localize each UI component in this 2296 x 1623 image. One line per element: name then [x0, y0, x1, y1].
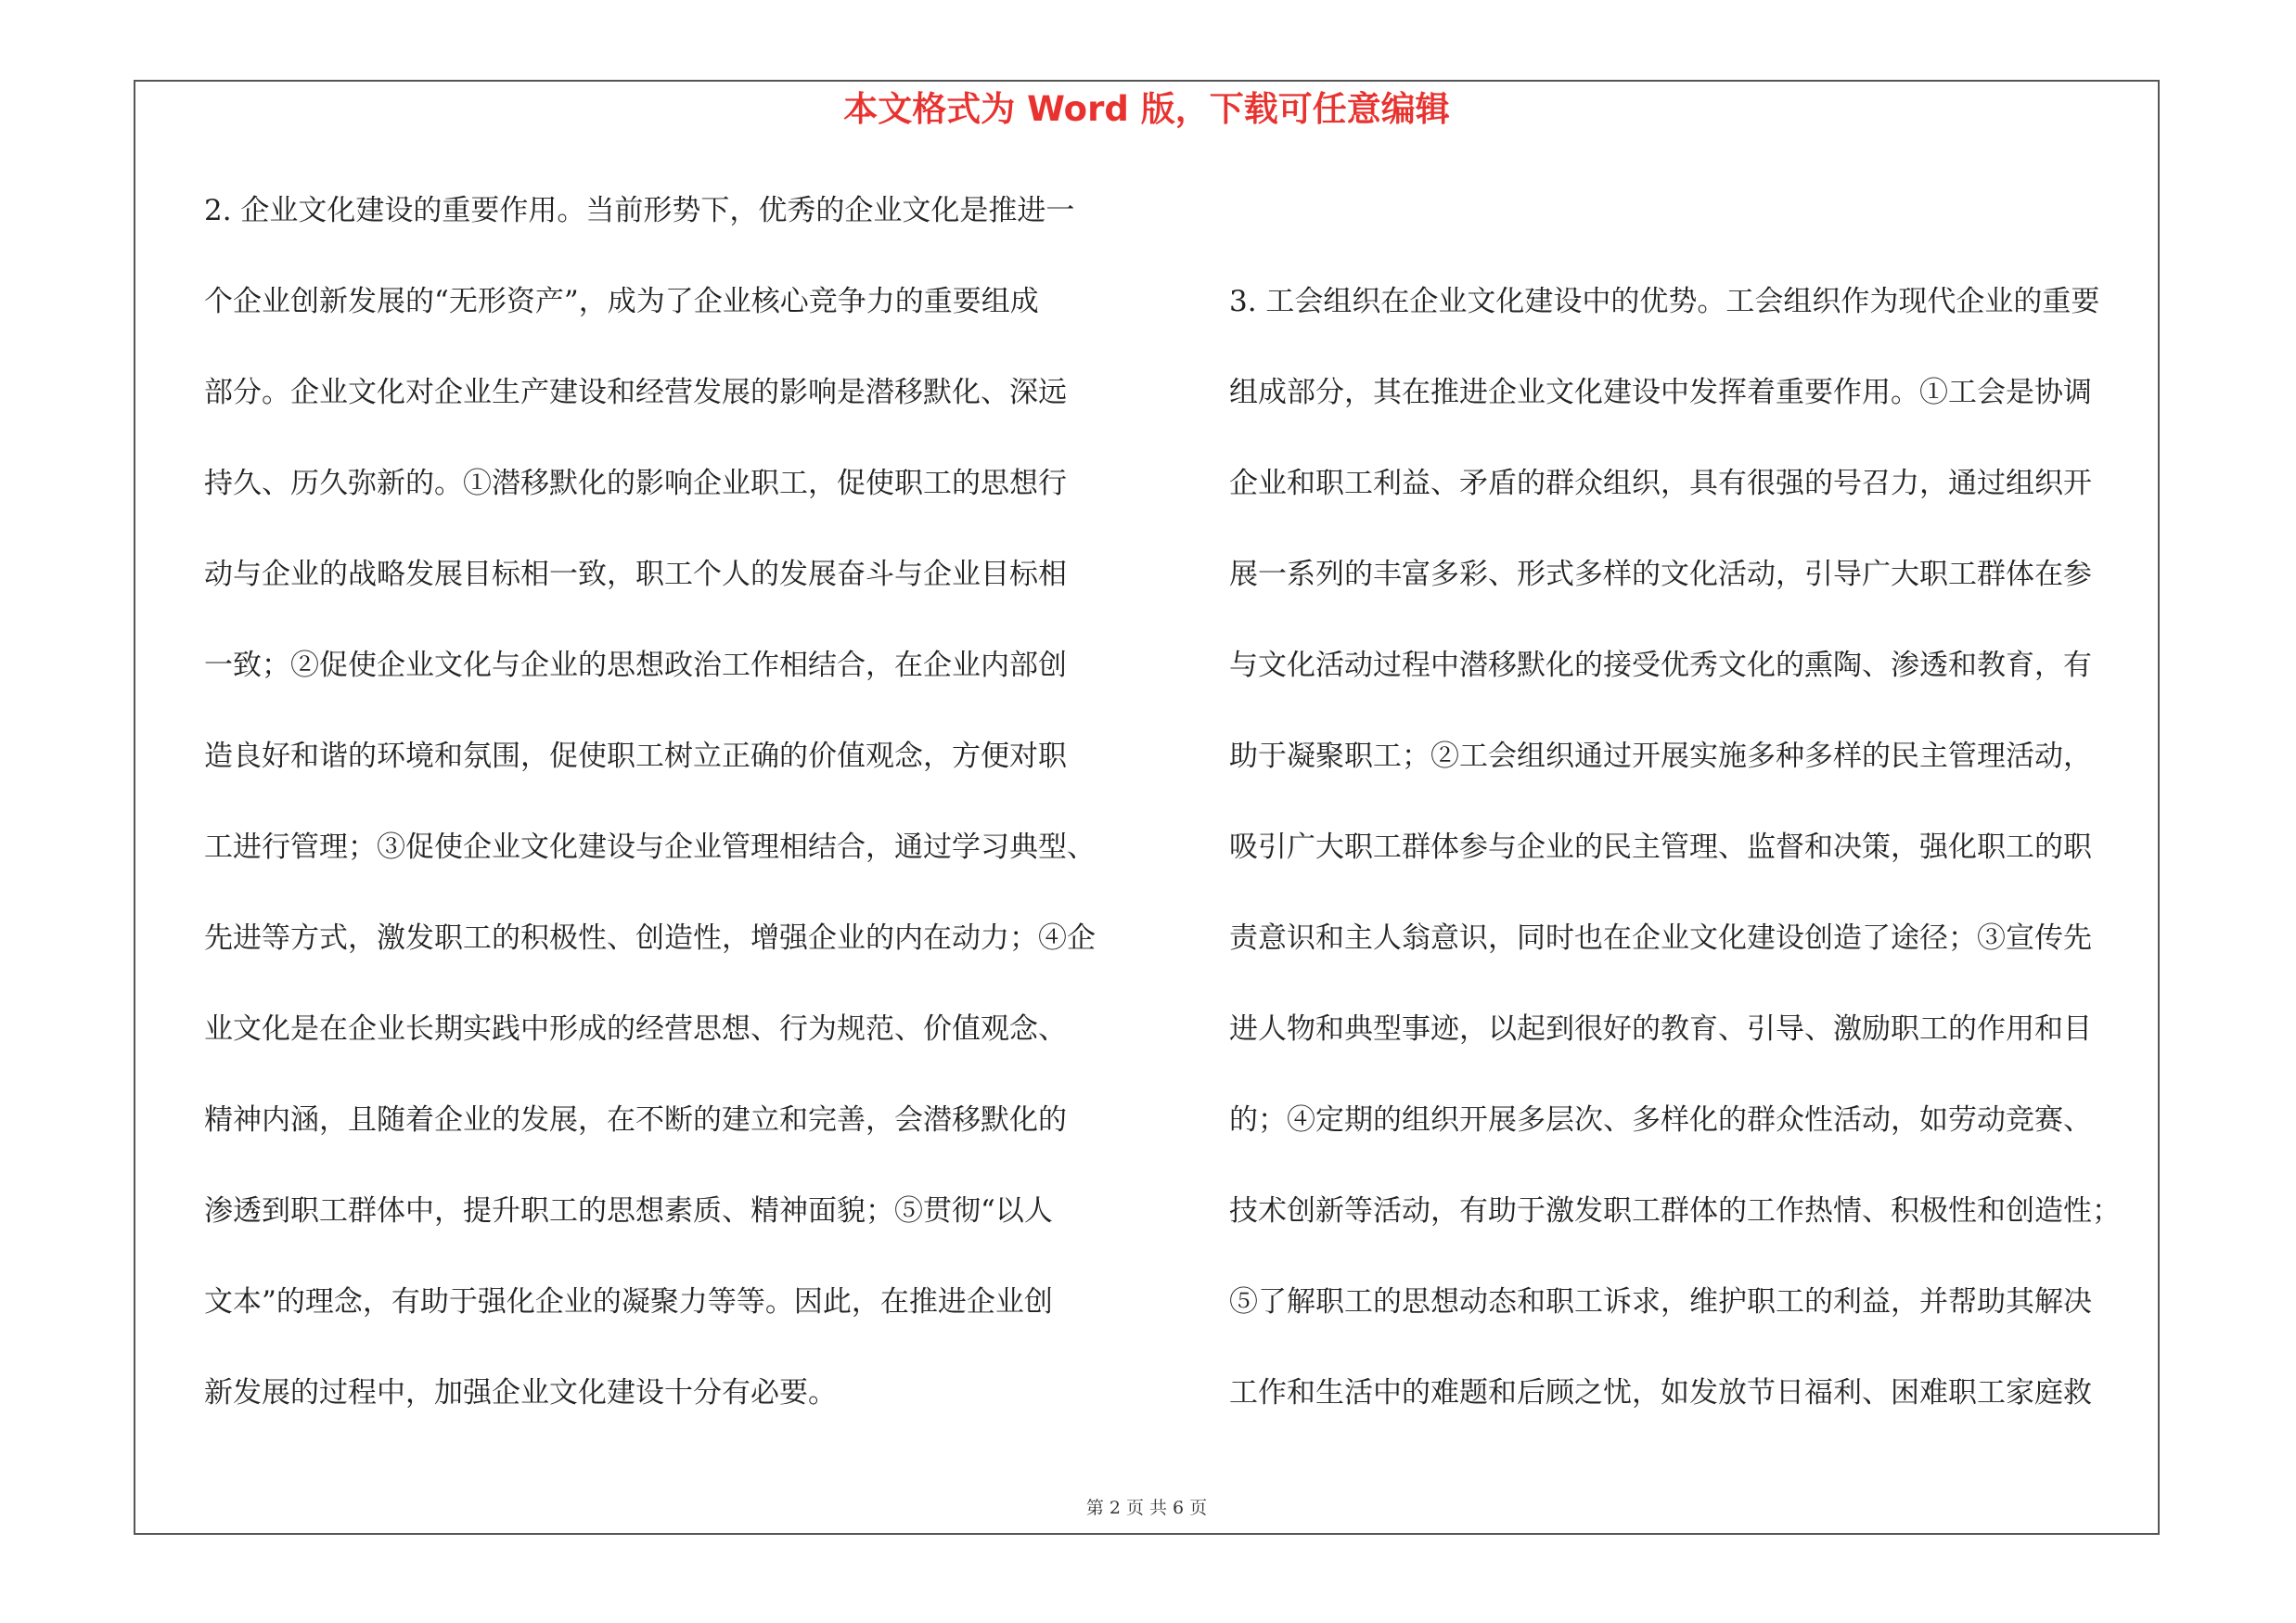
right-column [1229, 256, 2157, 1438]
text-line: 2. 企业文化建设的重要作用。当前形势下，优秀的企业文化是推进一 [204, 194, 1075, 227]
text-line: 展一系列的丰富多彩、形式多样的文化活动，引导广大职工群体在参 [1229, 558, 2092, 591]
text-line: 工作和生活中的难题和后顾之忧，如发放节日福利、困难职工家庭救 [1229, 1376, 2092, 1410]
text-line: 技术创新等活动，有助于激发职工群体的工作热情、积极性和创造性； [1229, 1194, 2121, 1228]
text-line: 进人物和典型事迹，以起到很好的教育、引导、激励职工的作用和目 [1229, 1012, 2092, 1046]
text-line: 个企业创新发展的“无形资产”，成为了企业核心竞争力的重要组成 [204, 285, 1039, 318]
text-line: 一致；②促使企业文化与企业的思想政治工作相结合，在企业内部创 [204, 649, 1067, 682]
text-line: 精神内涵，且随着企业的发展，在不断的建立和完善，会潜移默化的 [204, 1103, 1067, 1137]
text-line: 文本”的理念，有助于强化企业的凝聚力等等。因此，在推进企业创 [204, 1285, 1053, 1319]
text-line: 与文化活动过程中潜移默化的接受优秀文化的熏陶、渗透和教育，有 [1229, 649, 2092, 682]
text-line: 持久、历久弥新的。①潜移默化的影响企业职工，促使职工的思想行 [204, 467, 1067, 500]
format-banner: 本文格式为 Word 版，下载可任意编辑 [843, 89, 1450, 129]
text-line: 先进等方式，激发职工的积极性、创造性，增强企业的内在动力；④企 [204, 921, 1096, 955]
text-line: 造良好和谐的环境和氛围，促使职工树立正确的价值观念，方便对职 [204, 740, 1067, 773]
text-line: 组成部分，其在推进企业文化建设中发挥着重要作用。①工会是协调 [1229, 376, 2092, 409]
text-line: 吸引广大职工群体参与企业的民主管理、监督和决策，强化职工的职 [1229, 831, 2092, 864]
text-line: 责意识和主人翁意识，同时也在企业文化建设创造了途径；③宣传先 [1229, 921, 2092, 955]
text-line: 工进行管理；③促使企业文化建设与企业管理相结合，通过学习典型、 [204, 831, 1096, 864]
text-line: 动与企业的战略发展目标相一致，职工个人的发展奋斗与企业目标相 [204, 558, 1067, 591]
page-number: 第 2 页 共 6 页 [1085, 1498, 1208, 1518]
text-line: ⑤了解职工的思想动态和职工诉求，维护职工的利益，并帮助其解决 [1229, 1285, 2092, 1319]
left-column [204, 165, 1160, 1438]
text-line: 部分。企业文化对企业生产建设和经营发展的影响是潜移默化、深远 [204, 376, 1067, 409]
text-line: 渗透到职工群体中，提升职工的思想素质、精神面貌；⑤贯彻“以人 [204, 1194, 1053, 1228]
text-line: 新发展的过程中，加强企业文化建设十分有必要。 [204, 1376, 837, 1410]
text-line: 企业和职工利益、矛盾的群众组织，具有很强的号召力，通过组织开 [1229, 467, 2092, 500]
text-line: 3. 工会组织在企业文化建设中的优势。工会组织作为现代企业的重要 [1229, 285, 2100, 318]
text-line: 助于凝聚职工；②工会组织通过开展实施多种多样的民主管理活动， [1229, 740, 2092, 773]
text-line: 业文化是在企业长期实践中形成的经营思想、行为规范、价值观念、 [204, 1012, 1067, 1046]
text-line: 的；④定期的组织开展多层次、多样化的群众性活动，如劳动竞赛、 [1229, 1103, 2092, 1137]
